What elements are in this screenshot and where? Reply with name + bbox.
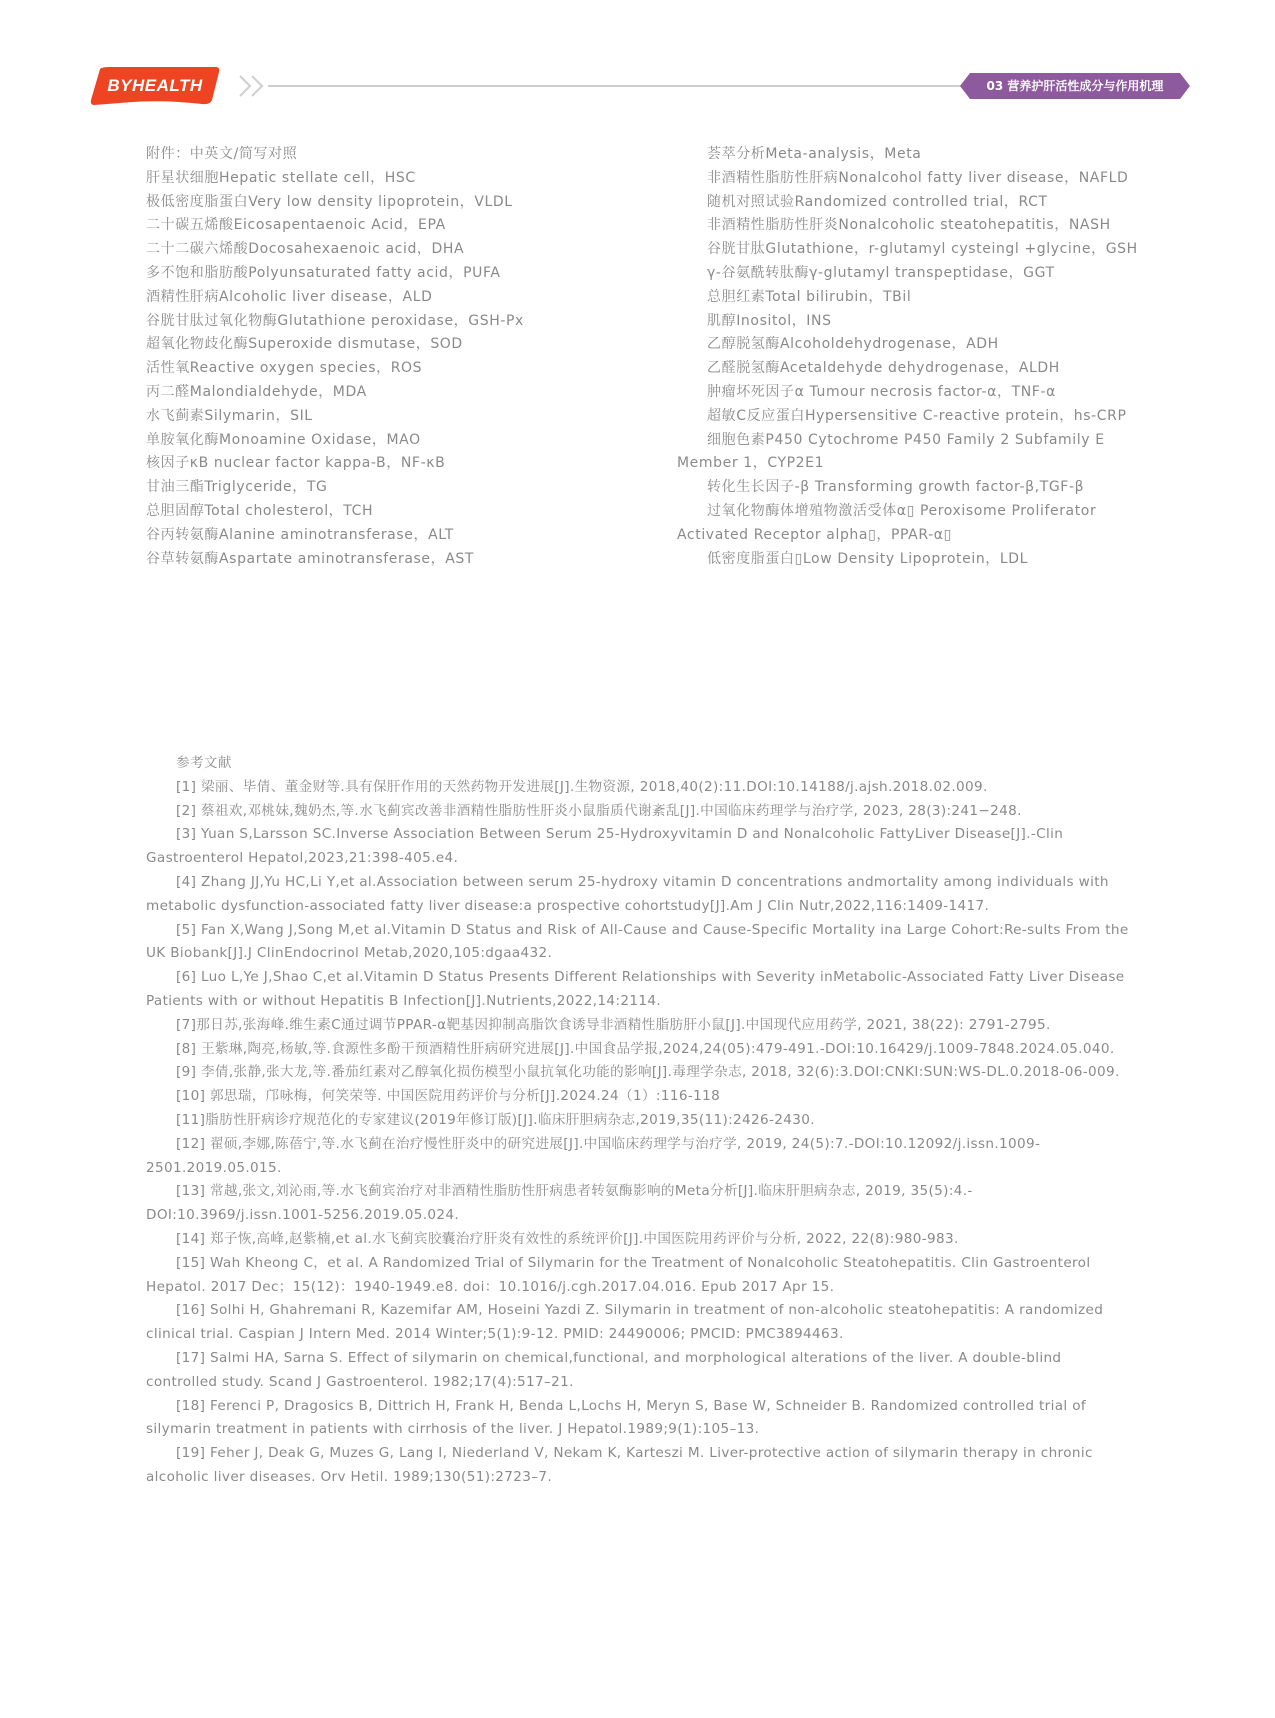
abbreviation-item: 细胞色素P450 Cytochrome P450 Family 2 Subfamily E Member 1，CYP2E1 bbox=[677, 431, 1105, 472]
references-section bbox=[146, 752, 1136, 1490]
reference-item: [16] Solhi H, Ghahremani R, Kazemifar AM, Hoseini Yazdi Z. Silymarin in treatment of non-alcoholic steatohepatitis: A randomized clinical trial. Caspian J Intern Med. 2014 Winter;5(1):9-12. PMID: 24490006; PMCID: PMC3894463. bbox=[146, 1302, 1104, 1343]
abbreviation-item: 荟萃分析Meta-analysis，Meta bbox=[707, 146, 922, 162]
reference-item: [19] Feher J, Deak G, Muzes G, Lang I, Niederland V, Nekam K, Karteszi M. Liver-protective action of silymarin therapy in chronic alcoholic liver diseases. Orv Hetil. 1989;130(51):2723–7. bbox=[146, 1445, 1093, 1485]
abbreviation-item: 核因子κB nuclear factor kappa-B，NF-κB bbox=[146, 455, 446, 472]
abbreviation-list-right bbox=[677, 143, 1157, 571]
references-heading: 参考文献 bbox=[176, 755, 232, 771]
abbreviation-item: 酒精性肝病Alcoholic liver disease，ALD bbox=[146, 288, 433, 305]
reference-item: [8] 王紫琳,陶亮,杨敏,等.食源性多酚干预酒精性肝病研究进展[J].中国食品学报,2024,24(05):479-491.-DOI:10.16429/j.1009-7848.2024.05.040. bbox=[176, 1040, 1115, 1057]
abbreviation-item: 随机对照试验Randomized controlled trial，RCT bbox=[707, 193, 1048, 210]
abbreviation-item: 谷丙转氨酶Alanine aminotransferase，ALT bbox=[146, 526, 454, 543]
abbreviation-heading: 附件：中英文/简写对照 bbox=[146, 146, 298, 162]
abbreviation-item: 水飞蓟素Silymarin，SIL bbox=[146, 407, 313, 424]
reference-item: [9] 李倩,张静,张大龙,等.番茄红素对乙醇氧化损伤模型小鼠抗氧化功能的影响[J].毒理学杂志, 2018, 32(6):3.DOI:CNKI:SUN:WS-DL.0.2018-06-009. bbox=[176, 1064, 1120, 1081]
abbreviation-item: 活性氧Reactive oxygen species，ROS bbox=[146, 360, 423, 377]
abbreviation-item: 超氧化物歧化酶Superoxide dismutase，SOD bbox=[146, 336, 463, 353]
section-tag-label: 03 营养护肝活性成分与作用机理 bbox=[986, 79, 1164, 93]
double-chevron-right-icon bbox=[238, 74, 270, 102]
abbreviation-item: 总胆红素Total bilirubin，TBil bbox=[707, 288, 912, 305]
header-divider-line bbox=[268, 85, 968, 87]
reference-item: [11]脂肪性肝病诊疗规范化的专家建议(2019年修订版)[J].临床肝胆病杂志,2019,35(11):2426-2430. bbox=[176, 1111, 815, 1128]
reference-item: [12] 翟硕,李娜,陈蓓宁,等.水飞蓟在治疗慢性肝炎中的研究进展[J].中国临床药理学与治疗学, 2019, 24(5):7.-DOI:10.12092/j.issn.1009-2501.2019.05.015. bbox=[146, 1135, 1041, 1176]
abbreviation-item: 乙醇脱氢酶Alcoholdehydrogenase，ADH bbox=[707, 336, 999, 353]
reference-item: [1] 梁丽、毕倩、董金财等.具有保肝作用的天然药物开发进展[J].生物资源, 2018,40(2):11.DOI:10.14188/j.ajsh.2018.02.009. bbox=[176, 778, 988, 795]
reference-item: [18] Ferenci P, Dragosics B, Dittrich H, Frank H, Benda L,Lochs H, Meryn S, Base W, Schneider B. Randomized controlled trial of silymarin treatment in patients with cirrhosis of the liver. J Hepatol.1989;9(1):105–13. bbox=[146, 1397, 1087, 1438]
abbreviation-item: 过氧化物酶体增殖物激活受体α▯ Peroxisome Proliferator Activated Receptor alpha▯，PPAR-α▯ bbox=[677, 502, 1097, 543]
reference-item: [5] Fan X,Wang J,Song M,et al.Vitamin D Status and Risk of All-Cause and Cause-Specific Mortality ina Large Cohort:Re-sults From the UK Biobank[J].J ClinEndocrinol Metab,2020,105:dgaa432. bbox=[146, 921, 1129, 962]
abbreviation-item: 低密度脂蛋白▯Low Density Lipoprotein，LDL bbox=[707, 550, 1029, 567]
reference-item: [3] Yuan S,Larsson SC.Inverse Association Between Serum 25-Hydroxyvitamin D and Nonalcoholic FattyLiver Disease[J].-Clin Gastroenterol Hepatol,2023,21:398-405.e4. bbox=[146, 826, 1064, 867]
abbreviation-item: 极低密度脂蛋白Very low density lipoprotein，VLDL bbox=[146, 193, 513, 210]
abbreviation-item: 二十二碳六烯酸Docosahexaenoic acid，DHA bbox=[146, 241, 465, 258]
abbreviation-list-left bbox=[146, 143, 646, 571]
abbreviation-item: 非酒精性脂肪性肝病Nonalcohol fatty liver disease，NAFLD bbox=[707, 169, 1129, 186]
brand-logo bbox=[90, 67, 220, 105]
abbreviation-item: 肿瘤坏死因子α Tumour necrosis factor-α，TNF-α bbox=[707, 383, 1056, 400]
abbreviation-item: 转化生长因子-β Transforming growth factor-β,TGF-β bbox=[707, 479, 1085, 496]
abbreviation-item: 二十碳五烯酸Eicosapentaenoic Acid，EPA bbox=[146, 217, 446, 234]
abbreviation-item: 肝星状细胞Hepatic stellate cell，HSC bbox=[146, 169, 416, 186]
reference-item: [6] Luo L,Ye J,Shao C,et al.Vitamin D Status Presents Different Relationships with Severity inMetabolic-Associated Fatty Liver Disease Patients with or without Hepatitis B Infection[J].Nutrients,2022,14:2114. bbox=[146, 969, 1125, 1009]
brand-name: BYHEALTH bbox=[107, 76, 203, 95]
abbreviation-item: 总胆固醇Total cholesterol，TCH bbox=[146, 502, 374, 519]
page-header bbox=[0, 0, 1275, 120]
reference-item: [4] Zhang JJ,Yu HC,Li Y,et al.Association between serum 25-hydroxy vitamin D concentrations andmortality among individuals with metabolic dysfunction-associated fatty liver disease:a prospective cohortstudy[J].Am J Clin Nutr,2022,116:1409-1417. bbox=[146, 873, 1109, 914]
abbreviation-item: 谷胱甘肽过氧化物酶Glutathione peroxidase，GSH-Px bbox=[146, 312, 524, 329]
abbreviation-item: 谷胱甘肽Glutathione，r-glutamyl cysteingl +glycine，GSH bbox=[707, 241, 1138, 258]
abbreviation-item: 单胺氧化酶Monoamine Oxidase，MAO bbox=[146, 431, 421, 448]
reference-item: [2] 蔡祖欢,邓桃妹,魏奶杰,等.水飞蓟宾改善非酒精性脂肪性肝炎小鼠脂质代谢紊乱[J].中国临床药理学与治疗学, 2023, 28(3):241−248. bbox=[176, 802, 1022, 819]
abbreviation-item: 乙醛脱氢酶Acetaldehyde dehydrogenase，ALDH bbox=[707, 360, 1060, 377]
abbreviation-item: 甘油三酯Triglyceride，TG bbox=[146, 479, 328, 496]
abbreviation-item: 谷草转氨酶Aspartate aminotransferase，AST bbox=[146, 550, 475, 567]
abbreviation-item: 超敏C反应蛋白Hypersensitive C-reactive protein，hs-CRP bbox=[707, 407, 1127, 424]
reference-item: [14] 郑子恢,高峰,赵紫楠,et al.水飞蓟宾胶囊治疗肝炎有效性的系统评价[J].中国医院用药评价与分析, 2022, 22(8):980-983. bbox=[176, 1230, 959, 1247]
abbreviation-item: 多不饱和脂肪酸Polyunsaturated fatty acid，PUFA bbox=[146, 264, 501, 281]
reference-item: [15] Wah Kheong C，et al. A Randomized Trial of Silymarin for the Treatment of Nonalcoholic Steatohepatitis. Clin Gastroenterol Hepatol. 2017 Dec；15(12)：1940-1949.e8. doi：10.1016/j.cgh.2017.04.016. Epub 2017 Apr 15. bbox=[146, 1254, 1091, 1295]
reference-item: [17] Salmi HA, Sarna S. Effect of silymarin on chemical,functional, and morphological alterations of the liver. A double-blind controlled study. Scand J Gastroenterol. 1982;17(4):517–21. bbox=[146, 1349, 1062, 1390]
section-tag bbox=[960, 73, 1190, 99]
reference-item: [10] 郭思瑞，邝咏梅，何笑荣等. 中国医院用药评价与分析[J].2024.24（1）:116-118 bbox=[176, 1088, 721, 1105]
reference-item: [13] 常越,张文,刘沁雨,等.水飞蓟宾治疗对非酒精性脂肪性肝病患者转氨酶影响的Meta分析[J].临床肝胆病杂志, 2019, 35(5):4.-DOI:10.3969/j.issn.1001-5256.2019.05.024. bbox=[146, 1183, 973, 1224]
reference-item: [7]那日苏,张海峰.维生素C通过调节PPAR-α靶基因抑制高脂饮食诱导非酒精性脂肪肝小鼠[J].中国现代应用药学, 2021, 38(22): 2791-2795. bbox=[176, 1016, 1051, 1033]
abbreviation-item: 肌醇Inositol，INS bbox=[707, 312, 832, 329]
abbreviation-item: γ-谷氨酰转肽酶γ-glutamyl transpeptidase，GGT bbox=[707, 264, 1055, 281]
abbreviation-item: 非酒精性脂肪性肝炎Nonalcoholic steatohepatitis，NASH bbox=[707, 217, 1111, 234]
abbreviation-item: 丙二醛Malondialdehyde，MDA bbox=[146, 383, 367, 400]
